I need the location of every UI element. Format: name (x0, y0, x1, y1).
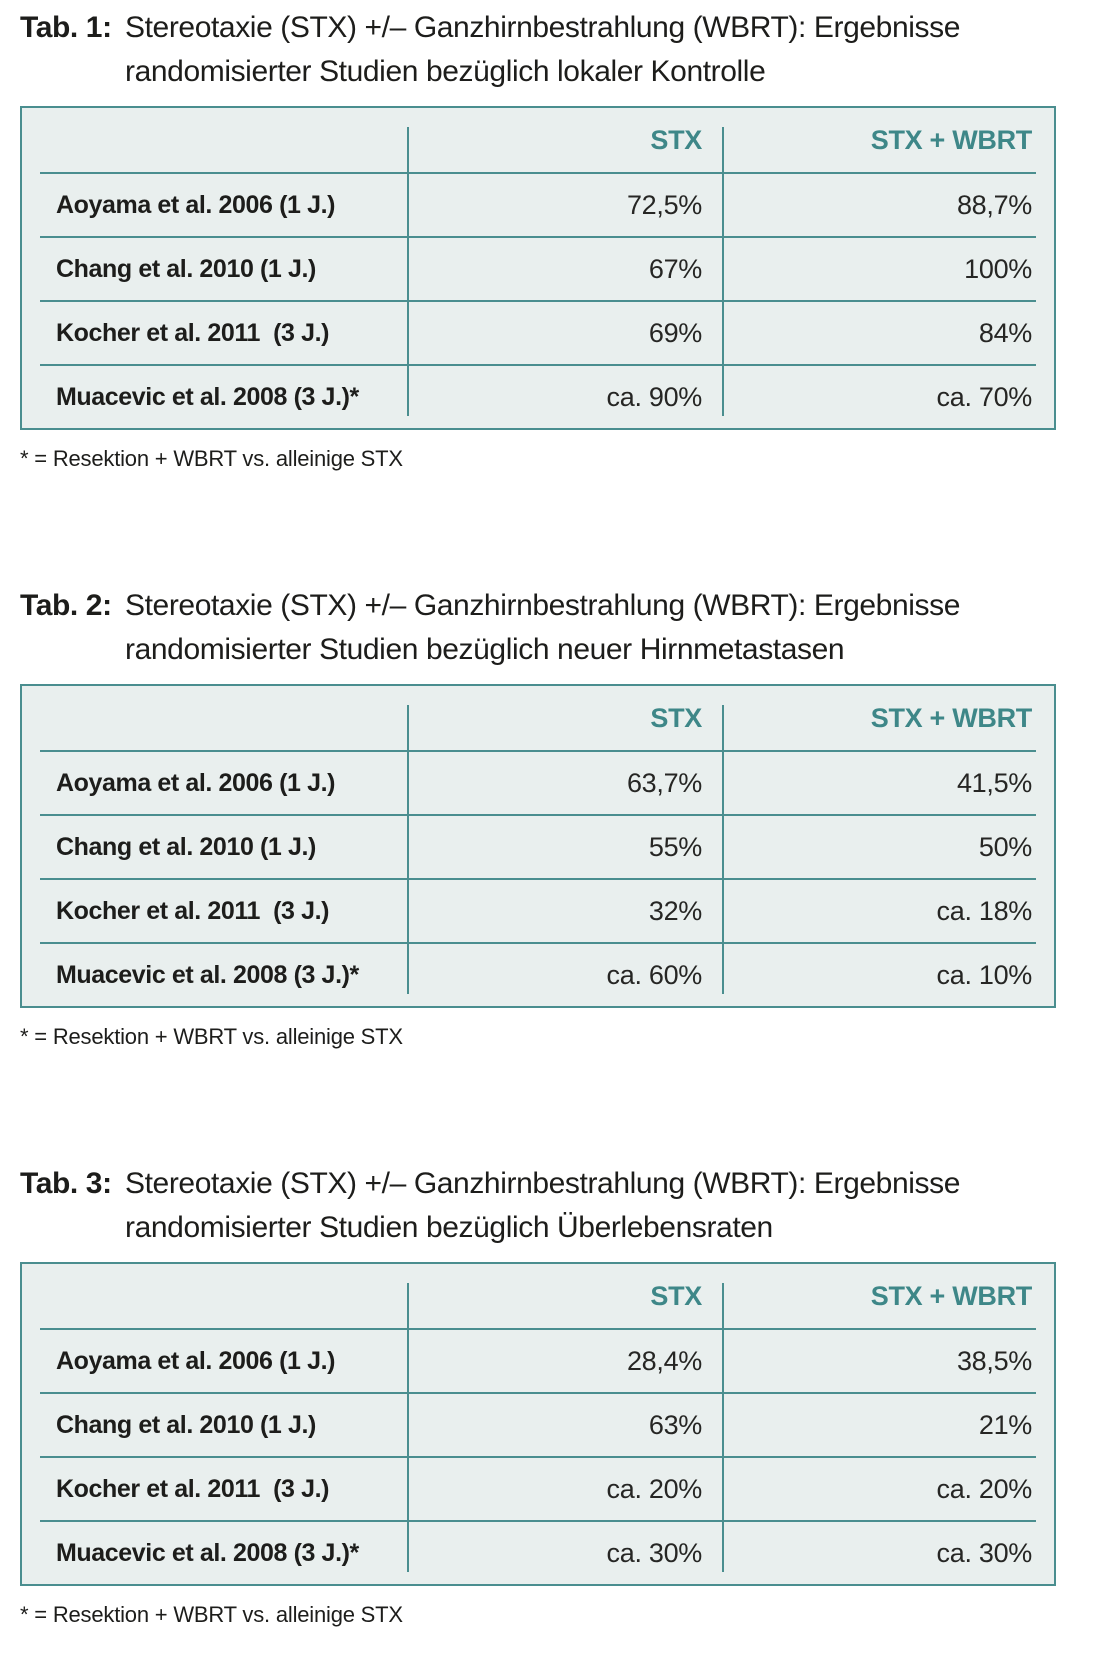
table-number-label: Tab. 2: (20, 589, 112, 622)
study-cell: Chang et al. 2010 (1 J.) (56, 832, 316, 861)
table-title-line2: randomisierter Studien bezüglich Überlebensraten (125, 1211, 773, 1244)
stx-wbrt-column-header: STX + WBRT (870, 124, 1032, 155)
table-title (20, 1162, 1056, 1250)
stx-wbrt-value-cell: 84% (978, 317, 1032, 348)
table-title (20, 6, 1056, 94)
table-row (22, 302, 1054, 364)
stx-wbrt-value-cell: ca. 70% (936, 381, 1032, 412)
study-cell: Chang et al. 2010 (1 J.) (56, 254, 316, 283)
table-footnote: * = Resektion + WBRT vs. alleinige STX (20, 446, 403, 471)
study-cell: Kocher et al. 2011 (3 J.) (56, 318, 330, 347)
table-row (22, 366, 1054, 428)
study-table-section (20, 584, 1056, 1050)
stx-value-cell: 67% (648, 253, 702, 284)
stx-value-cell: ca. 90% (606, 381, 702, 412)
table-row (22, 1394, 1054, 1456)
study-cell: Muacevic et al. 2008 (3 J.)* (56, 382, 359, 411)
table-title-line1: Stereotaxie (STX) +/– Ganzhirnbestrahlung (WBRT): Ergebnisse (125, 1167, 960, 1200)
table-body (22, 750, 1054, 1006)
stx-value-cell: 55% (648, 831, 702, 862)
results-table (20, 684, 1056, 1008)
study-cell: Chang et al. 2010 (1 J.) (56, 1410, 316, 1439)
results-table (20, 1262, 1056, 1586)
stx-wbrt-value-cell: ca. 18% (936, 895, 1032, 926)
stx-value-cell: 32% (648, 895, 702, 926)
stx-value-cell: 69% (648, 317, 702, 348)
stx-column-header: STX (650, 124, 702, 155)
stx-wbrt-value-cell: 41,5% (956, 767, 1032, 798)
table-title-line2: randomisierter Studien bezüglich lokaler Kontrolle (125, 55, 766, 88)
stx-wbrt-value-cell: 21% (978, 1409, 1032, 1440)
study-cell: Aoyama et al. 2006 (1 J.) (56, 1346, 336, 1375)
study-table-section (20, 1162, 1056, 1628)
table-header-row (22, 108, 1054, 172)
table-row (22, 816, 1054, 878)
table-header-row (22, 686, 1054, 750)
stx-wbrt-value-cell: 88,7% (956, 189, 1032, 220)
table-row (22, 752, 1054, 814)
stx-value-cell: ca. 30% (606, 1537, 702, 1568)
stx-wbrt-value-cell: 100% (964, 253, 1032, 284)
study-cell: Kocher et al. 2011 (3 J.) (56, 896, 330, 925)
study-cell: Aoyama et al. 2006 (1 J.) (56, 190, 336, 219)
study-cell: Muacevic et al. 2008 (3 J.)* (56, 1538, 359, 1567)
table-body (22, 1328, 1054, 1584)
table-title-line1: Stereotaxie (STX) +/– Ganzhirnbestrahlung (WBRT): Ergebnisse (125, 589, 960, 622)
table-title-text (125, 1162, 1056, 1250)
results-table (20, 106, 1056, 430)
stx-value-cell: 72,5% (626, 189, 702, 220)
table-title-line1: Stereotaxie (STX) +/– Ganzhirnbestrahlung (WBRT): Ergebnisse (125, 11, 960, 44)
table-number-label: Tab. 1: (20, 11, 112, 44)
column-divider (722, 705, 724, 994)
table-header-row (22, 1264, 1054, 1328)
stx-wbrt-column-header: STX + WBRT (870, 702, 1032, 733)
table-footnote: * = Resektion + WBRT vs. alleinige STX (20, 1602, 403, 1627)
column-divider (722, 1283, 724, 1572)
stx-wbrt-value-cell: ca. 20% (936, 1473, 1032, 1504)
table-row (22, 880, 1054, 942)
study-table-section (20, 6, 1056, 472)
table-row (22, 1330, 1054, 1392)
stx-wbrt-column-header: STX + WBRT (870, 1280, 1032, 1311)
stx-value-cell: ca. 20% (606, 1473, 702, 1504)
stx-wbrt-value-cell: 50% (978, 831, 1032, 862)
table-body (22, 172, 1054, 428)
table-row (22, 1522, 1054, 1584)
stx-wbrt-value-cell: 38,5% (956, 1345, 1032, 1376)
stx-wbrt-value-cell: ca. 30% (936, 1537, 1032, 1568)
table-title (20, 584, 1056, 672)
stx-value-cell: 63,7% (626, 767, 702, 798)
table-row (22, 174, 1054, 236)
table-number-label: Tab. 3: (20, 1167, 112, 1200)
study-cell: Muacevic et al. 2008 (3 J.)* (56, 960, 359, 989)
table-title-text (125, 584, 1056, 672)
table-row (22, 1458, 1054, 1520)
stx-value-cell: 63% (648, 1409, 702, 1440)
stx-wbrt-value-cell: ca. 10% (936, 959, 1032, 990)
table-title-line2: randomisierter Studien bezüglich neuer Hirnmetastasen (125, 633, 845, 666)
stx-column-header: STX (650, 702, 702, 733)
column-divider (407, 705, 409, 994)
column-divider (407, 127, 409, 416)
table-footnote: * = Resektion + WBRT vs. alleinige STX (20, 1024, 403, 1049)
table-row (22, 944, 1054, 1006)
stx-value-cell: ca. 60% (606, 959, 702, 990)
column-divider (407, 1283, 409, 1572)
stx-value-cell: 28,4% (626, 1345, 702, 1376)
table-row (22, 238, 1054, 300)
column-divider (722, 127, 724, 416)
study-cell: Kocher et al. 2011 (3 J.) (56, 1474, 330, 1503)
stx-column-header: STX (650, 1280, 702, 1311)
table-title-text (125, 6, 1056, 94)
study-cell: Aoyama et al. 2006 (1 J.) (56, 768, 336, 797)
